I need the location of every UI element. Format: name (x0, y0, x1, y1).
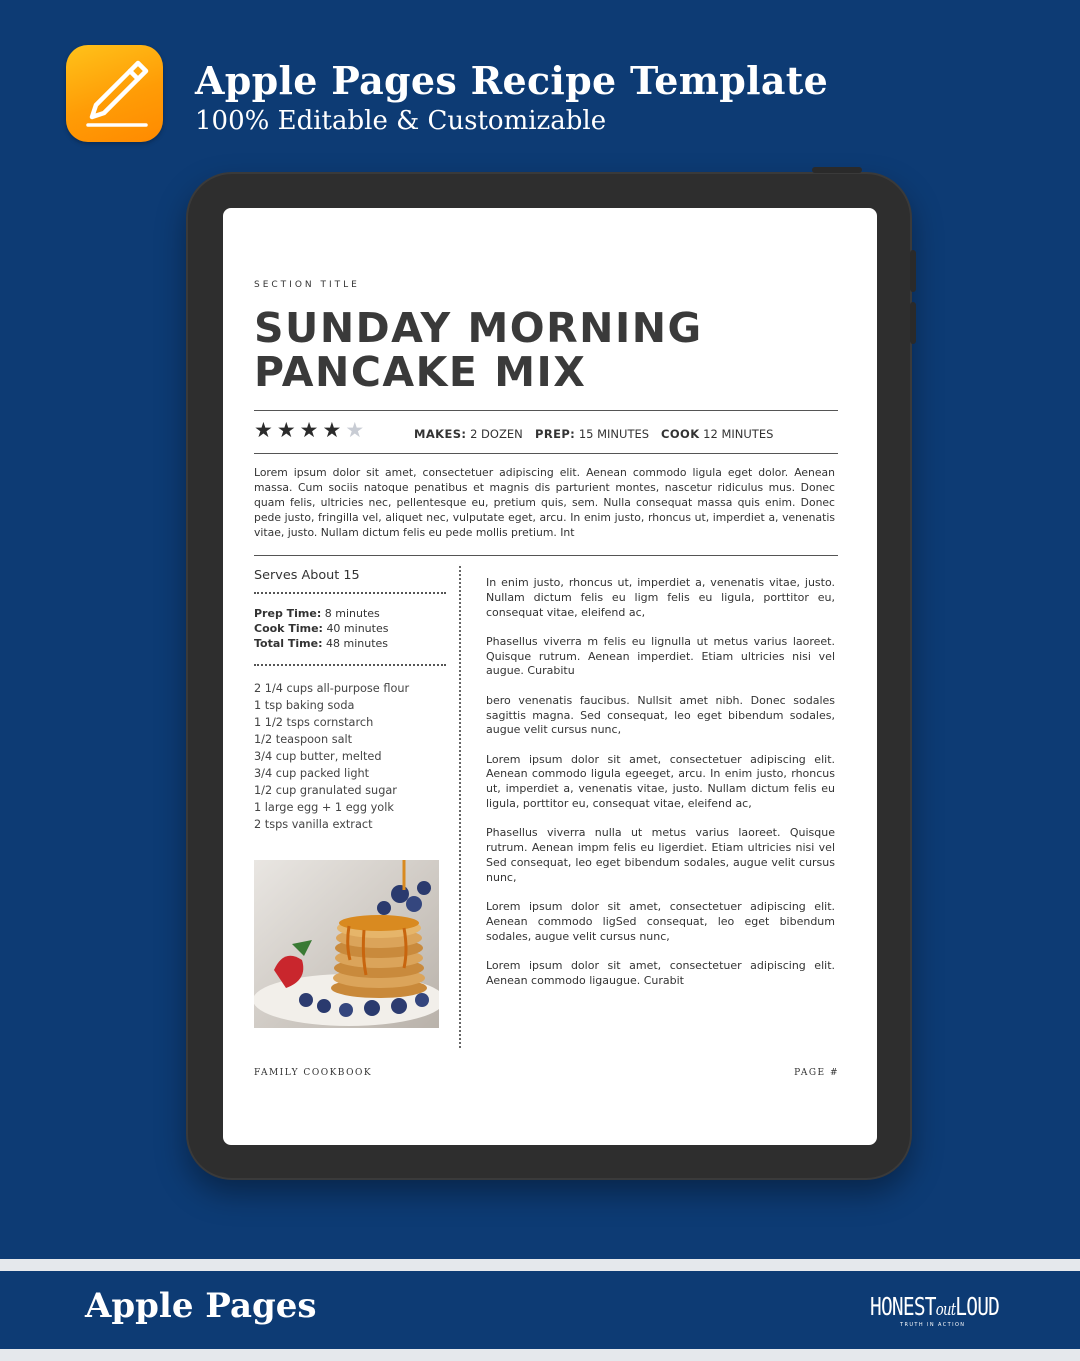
dotted-divider (254, 592, 446, 594)
banner-bottom-strip (0, 1349, 1080, 1361)
pencil-icon (66, 45, 163, 142)
ingredient-item: 2 tsps vanilla extract (254, 818, 373, 831)
header-title: Apple Pages Recipe Template (195, 58, 829, 103)
tablet-volume-up-button (910, 250, 916, 292)
ingredient-list (254, 680, 446, 833)
star-empty-icon: ★ (345, 418, 365, 442)
direction-paragraph: bero venenatis faucibus. Nullsit amet nibh. Donec sodales sagittis magna. Sed consequat, leo eget bibendum sodales, augue velit cursus nunc, (486, 693, 835, 737)
star-icon: ★ (254, 418, 273, 442)
logo-part: LOUD (955, 1292, 1000, 1321)
logo-part: HONEST (870, 1292, 936, 1321)
directions-column (486, 576, 835, 1003)
header-subtitle: 100% Editable & Customizable (195, 106, 607, 136)
ingredient-item: 2 1/4 cups all-purpose flour (254, 682, 410, 695)
prep-time-value: 8 minutes (324, 607, 380, 620)
makes-label: MAKES: (414, 427, 467, 441)
ingredient-item: 3/4 cup packed light (254, 767, 370, 780)
column-dotted-divider (459, 566, 461, 1048)
prep-label: PREP: (535, 427, 576, 441)
cook-time (254, 621, 446, 636)
rating-stars (254, 420, 364, 441)
recipe-title-line-1: SUNDAY MORNING (254, 304, 703, 352)
logo-part: out (935, 1300, 956, 1320)
total-time (254, 636, 446, 651)
banner-top-strip (0, 1259, 1080, 1271)
banner-title: Apple Pages (85, 1286, 317, 1326)
logo-tagline: TRUTH IN ACTION (900, 1322, 966, 1328)
total-time-label: Total Time: (254, 637, 323, 650)
makes-value: 2 DOZEN (470, 427, 523, 441)
cook-meta (661, 427, 773, 441)
tablet-top-button (812, 167, 862, 173)
direction-paragraph: Lorem ipsum dolor sit amet, consectetuer adipiscing elit. Aenean commodo ligSed consequat, leo eget bibendum sodales, augue velit cursus nunc, (486, 900, 835, 943)
makes-meta (414, 427, 523, 441)
pancake-stack-image (254, 860, 439, 1028)
direction-paragraph: Lorem ipsum dolor sit amet, consectetuer adipiscing elit. Aenean commodo ligula egeeget, arcu. In enim justo, rhoncus ut, imperdiet a, venenatis vitae, justo. Nullam dictum felis eu ligula, porttitor eu, consequat vitae, eleifend ac, (486, 752, 835, 811)
ingredient-item: 1 large egg + 1 egg yolk (254, 801, 394, 814)
direction-paragraph: Phasellus viverra m felis eu lignulla ut metus varius laoreet. Quisque rutrum. Aenean imperdiet. Etiam ultricies nisi vel augue. Curabitu (486, 634, 835, 678)
total-time-value: 48 minutes (325, 637, 389, 650)
ingredient-item: 3/4 cup butter, melted (254, 750, 382, 763)
footer-page-number: PAGE # (794, 1068, 839, 1078)
ingredient-item: 1/2 cup granulated sugar (254, 784, 397, 797)
pages-app-icon (66, 45, 163, 142)
direction-paragraph: Lorem ipsum dolor sit amet, consectetuer adipiscing elit. Aenean commodo ligaugue. Curabit (486, 958, 835, 987)
footer-book-title: FAMILY COOKBOOK (254, 1068, 373, 1078)
ingredient-item: 1 tsp baking soda (254, 699, 355, 712)
divider (254, 453, 838, 454)
star-icon: ★ (299, 418, 319, 442)
divider (254, 555, 838, 556)
time-list (254, 606, 446, 651)
cook-label: COOK (661, 427, 700, 441)
star-icon: ★ (322, 418, 342, 442)
cook-value: 12 MINUTES (703, 427, 774, 441)
recipe-details-column (254, 568, 446, 833)
dotted-divider (254, 664, 446, 666)
cook-time-value: 40 minutes (326, 622, 389, 635)
divider (254, 410, 838, 411)
direction-paragraph: In enim justo, rhoncus ut, imperdiet a, venenatis vitae, justo. Nullam dictum felis eu ligm felis eu ligula, porttitor eu, consequat vitae, eleifend ac, (486, 576, 835, 619)
recipe-title-line-2: PANCAKE MIX (254, 348, 587, 396)
tablet-volume-down-button (910, 302, 916, 344)
cook-time-label: Cook Time: (254, 622, 323, 635)
prep-time-label: Prep Time: (254, 607, 322, 620)
recipe-title (254, 306, 814, 394)
section-title: SECTION TITLE (254, 280, 360, 290)
star-icon: ★ (276, 418, 296, 442)
pancake-photo (254, 860, 439, 1028)
logo-wordmark (870, 1292, 999, 1321)
honest-out-loud-logo (870, 1292, 1036, 1328)
direction-paragraph: Phasellus viverra nulla ut metus varius laoreet. Quisque rutrum. Aenean impm felis eu ligerdiet. Etiam ultricies nisi vel Sed consequat, leo eget bibendum sodales, augue velit cursus nunc, (486, 826, 835, 884)
ingredient-item: 1 1/2 tsps cornstarch (254, 716, 374, 729)
ingredient-item: 1/2 teaspoon salt (254, 733, 353, 746)
prep-value: 15 MINUTES (578, 427, 650, 441)
recipe-page (223, 208, 877, 1145)
intro-paragraph: Lorem ipsum dolor sit amet, consectetuer adipiscing elit. Aenean commodo ligula eget dolor. Aenean massa. Cum sociis natoque penatibus et magnis dis parturient montes, nascetur ridiculus mus. Donec quam felis, ultricies nec, pellentesque eu, pretium quis, sem. Nulla consequat massa quis enim. Donec pede justo, fringilla vel, aliquet nec, vulputate eget, arcu. In enim justo, rhoncus ut, imperdiet a, venenatis vitae, justo. Nullam dictum felis eu pede mollis pretium. Int (254, 466, 835, 539)
prep-time (254, 606, 446, 621)
prep-meta (535, 427, 649, 441)
serves-text: Serves About 15 (254, 568, 360, 583)
